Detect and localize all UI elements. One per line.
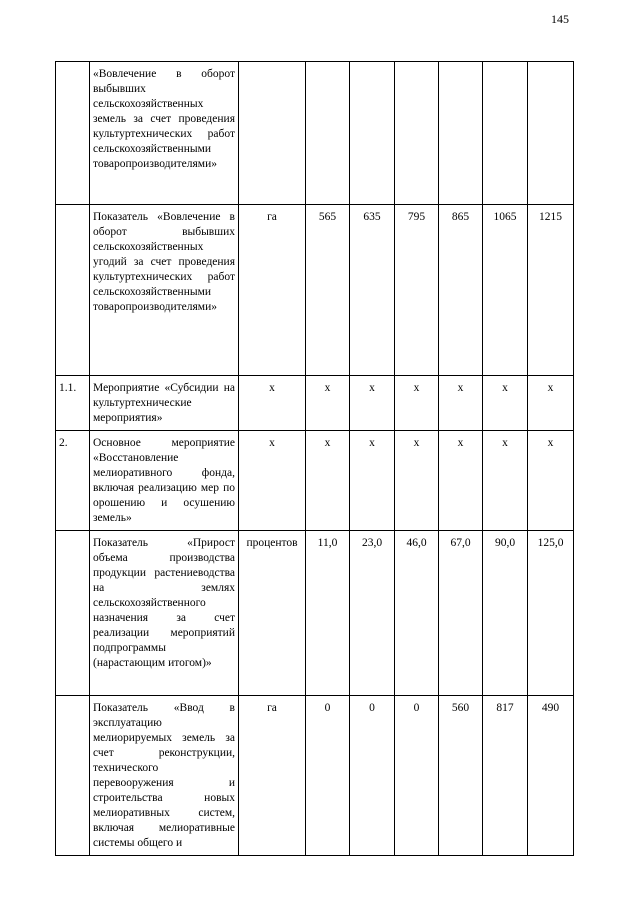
value-cell: 90,0 bbox=[483, 531, 528, 696]
row-number-cell bbox=[56, 62, 90, 205]
page-number: 145 bbox=[551, 12, 569, 26]
value-cell: 0 bbox=[395, 696, 439, 856]
unit-cell: процентов bbox=[239, 531, 306, 696]
value-cell bbox=[306, 62, 350, 205]
value-cell: х bbox=[306, 376, 350, 431]
value-cell: 0 bbox=[350, 696, 395, 856]
unit-cell: га bbox=[239, 696, 306, 856]
unit-cell: х bbox=[239, 376, 306, 431]
value-cell: 1215 bbox=[528, 205, 574, 376]
table-row bbox=[56, 431, 574, 531]
value-cell: 1065 bbox=[483, 205, 528, 376]
table-row bbox=[56, 62, 574, 205]
value-cell: 23,0 bbox=[350, 531, 395, 696]
description-cell: «Вовлечение в оборот выбывших сельскохозяйственных земель за счет проведения культуртехнических работ сельскохозяйственными товаропроизводителями» bbox=[90, 62, 239, 205]
value-cell: 46,0 bbox=[395, 531, 439, 696]
value-cell: х bbox=[483, 376, 528, 431]
value-cell bbox=[350, 62, 395, 205]
value-cell: х bbox=[350, 376, 395, 431]
table-row bbox=[56, 696, 574, 856]
unit-cell bbox=[239, 62, 306, 205]
value-cell: х bbox=[439, 431, 483, 531]
value-cell: 490 bbox=[528, 696, 574, 856]
description-cell: Мероприятие «Субсидии на культуртехнические мероприятия» bbox=[90, 376, 239, 431]
indicators-table bbox=[55, 61, 574, 856]
description-cell: Показатель «Ввод в эксплуатацию мелиорируемых земель за счет реконструкции, технического перевооружения и строительства новых мелиоративных систем, включая мелиоративные системы общего и bbox=[90, 696, 239, 856]
value-cell: 565 bbox=[306, 205, 350, 376]
value-cell bbox=[483, 62, 528, 205]
value-cell bbox=[395, 62, 439, 205]
table-row bbox=[56, 205, 574, 376]
value-cell: 0 bbox=[306, 696, 350, 856]
table-row bbox=[56, 531, 574, 696]
row-number-cell bbox=[56, 531, 90, 696]
table-row bbox=[56, 376, 574, 431]
unit-cell: х bbox=[239, 431, 306, 531]
value-cell: 817 bbox=[483, 696, 528, 856]
row-number-cell bbox=[56, 696, 90, 856]
value-cell: 11,0 bbox=[306, 531, 350, 696]
value-cell: х bbox=[528, 431, 574, 531]
description-cell: Основное мероприятие «Восстановление мелиоративного фонда, включая реализацию мер по орошению и осушению земель» bbox=[90, 431, 239, 531]
value-cell: х bbox=[395, 376, 439, 431]
unit-cell: га bbox=[239, 205, 306, 376]
description-cell: Показатель «Вовлечение в оборот выбывших сельскохозяйственных угодий за счет проведения культуртехнических работ сельскохозяйственными товаропроизводителями» bbox=[90, 205, 239, 376]
row-number-cell: 1.1. bbox=[56, 376, 90, 431]
value-cell: 560 bbox=[439, 696, 483, 856]
row-number-cell: 2. bbox=[56, 431, 90, 531]
value-cell bbox=[439, 62, 483, 205]
value-cell: х bbox=[395, 431, 439, 531]
value-cell: 865 bbox=[439, 205, 483, 376]
value-cell: х bbox=[306, 431, 350, 531]
value-cell: х bbox=[439, 376, 483, 431]
value-cell: 67,0 bbox=[439, 531, 483, 696]
value-cell: х bbox=[528, 376, 574, 431]
value-cell: 635 bbox=[350, 205, 395, 376]
description-cell: Показатель «Прирост объема производства продукции растениеводства на землях сельскохозяйственного назначения за счет реализации мероприятий подпрограммы (нарастающим итогом)» bbox=[90, 531, 239, 696]
value-cell bbox=[528, 62, 574, 205]
value-cell: 795 bbox=[395, 205, 439, 376]
value-cell: 125,0 bbox=[528, 531, 574, 696]
value-cell: х bbox=[350, 431, 395, 531]
row-number-cell bbox=[56, 205, 90, 376]
value-cell: х bbox=[483, 431, 528, 531]
